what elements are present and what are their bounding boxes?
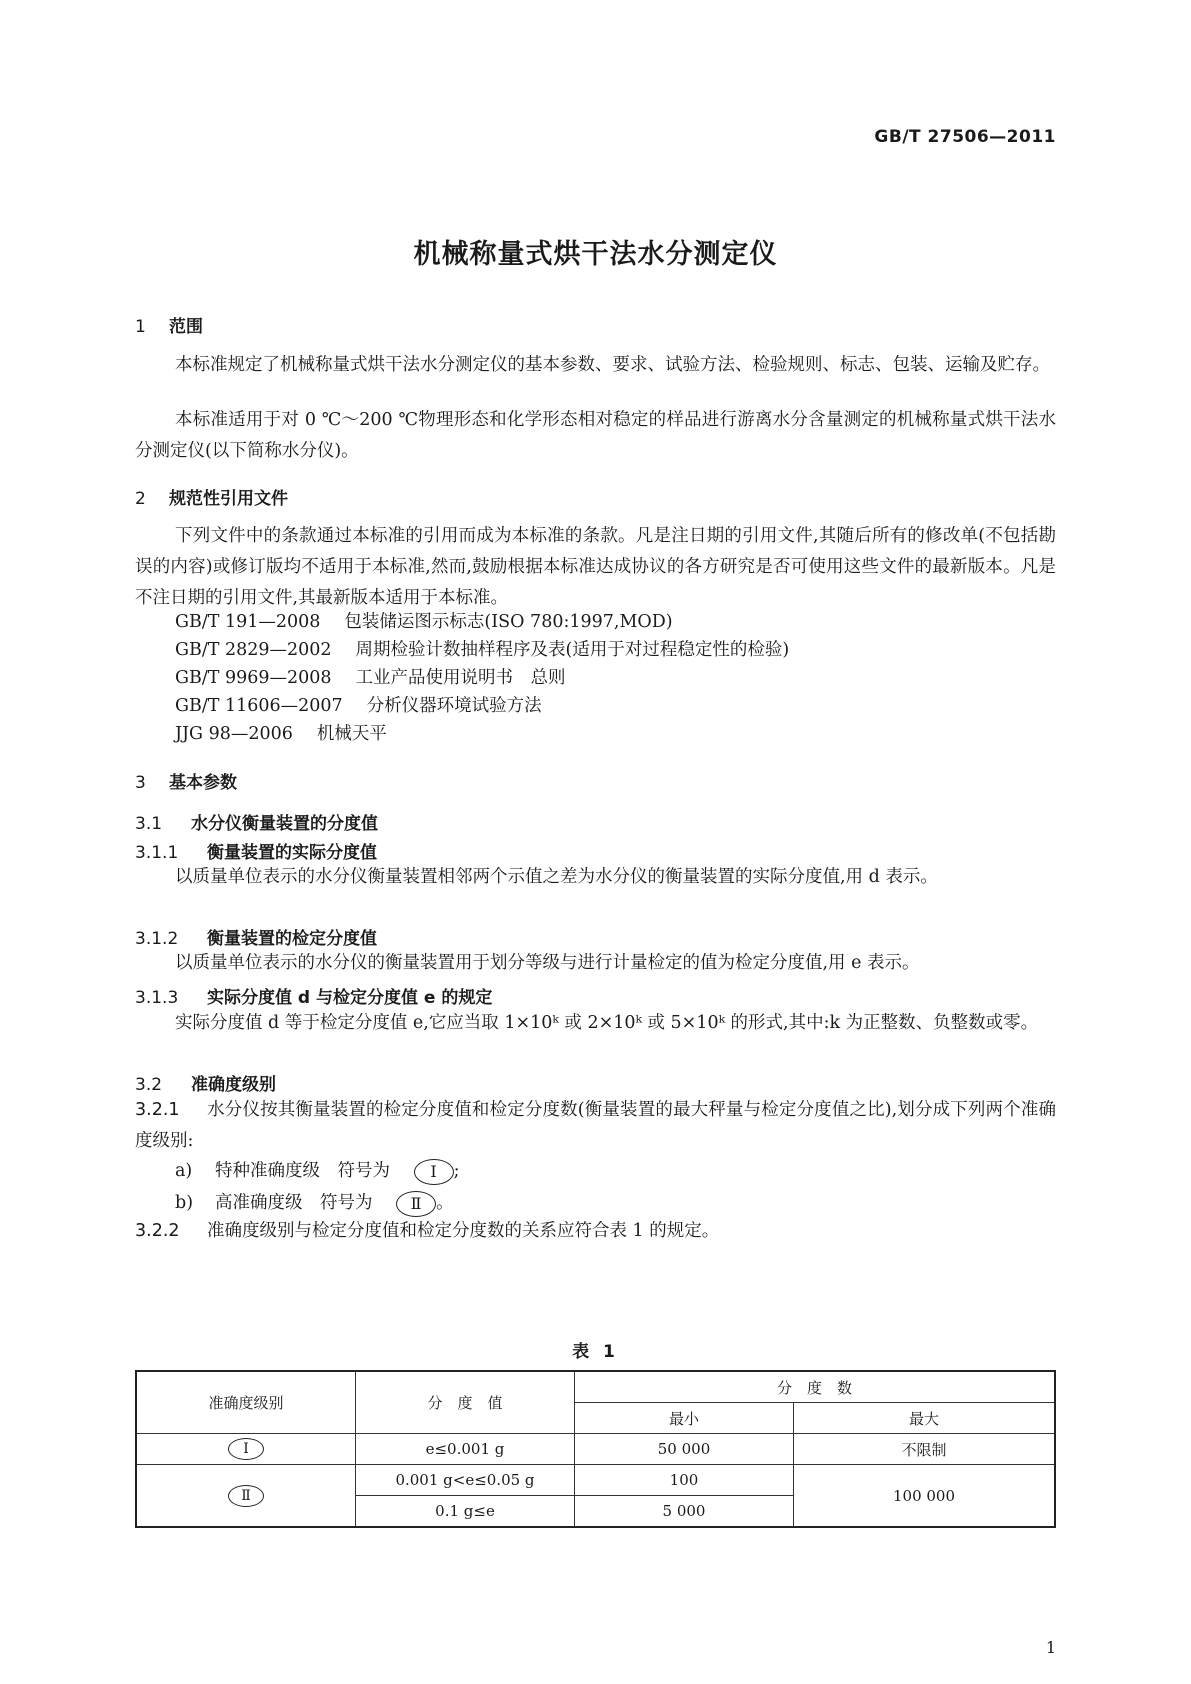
section-number: 3.1.3: [135, 988, 179, 1008]
value-cell: 0.1 g≤e: [356, 1496, 575, 1528]
grade-symbol-circle: [228, 1485, 264, 1507]
section-title: 规范性引用文件: [169, 489, 288, 509]
item-label: b): [175, 1193, 194, 1213]
section-number: 3.1.2: [135, 929, 179, 949]
table-caption: 表 1: [572, 1342, 619, 1362]
section-title: 基本参数: [169, 773, 237, 793]
grade-symbol-circle: [228, 1438, 264, 1460]
grade-item: [175, 1189, 454, 1217]
section-3-2-heading: [135, 1070, 276, 1095]
table-row: [136, 1434, 1055, 1465]
item-text: 高准确度级 符号为: [215, 1193, 373, 1213]
reference-code: GB/T 191—2008: [175, 612, 321, 632]
section-3-1-2-heading: [135, 924, 377, 949]
section-2-paragraph: 下列文件中的条款通过本标准的引用而成为本标准的条款。凡是注日期的引用文件,其随后所有的修改单(不包括勘误的内容)或修订版均不适用于本标准,然而,鼓励根据本标准达成协议的各方研究是否可使用这些文件的最新版本。凡是不注日期的引用文件,其最新版本适用于本标准。: [135, 526, 1056, 608]
reference-title: 工业产品使用说明书 总则: [355, 668, 566, 688]
header-count: 分 度 数: [575, 1371, 1056, 1403]
item-text: 特种准确度级 符号为: [215, 1161, 390, 1181]
section-3-1-1-heading: [135, 838, 377, 863]
grade-symbol-circle: [396, 1191, 436, 1217]
section-1-paragraph-2: 本标准适用于对 0 ℃～200 ℃物理形态和化学形态相对稳定的样品进行游离水分含量测定的机械称量式烘干法水分测定仪(以下简称水分仪)。: [135, 410, 1056, 461]
grade-symbol-circle: [414, 1159, 454, 1185]
standard-number: GB/T 27506—2011: [874, 127, 1056, 147]
page-number: 1: [1045, 1638, 1056, 1657]
section-title: 衡量装置的检定分度值: [207, 929, 377, 949]
item-label: a): [175, 1161, 193, 1181]
section-number: 3.2.2: [135, 1221, 180, 1241]
section-title: 水分仪衡量装置的分度值: [191, 814, 378, 834]
paragraph-text: 准确度级别与检定分度值和检定分度数的关系应符合表 1 的规定。: [207, 1221, 720, 1241]
table-row: [136, 1465, 1055, 1496]
reference-item: [175, 719, 387, 750]
section-3-1-2-paragraph: 以质量单位表示的水分仪的衡量装置用于划分等级与进行计量检定的值为检定分度值,用 e 表示。: [175, 953, 920, 973]
item-end: ;: [453, 1161, 460, 1181]
header-min: 最小: [575, 1403, 794, 1434]
section-3-heading: [135, 768, 237, 793]
section-number: 1: [135, 317, 146, 337]
table-1: [135, 1370, 1056, 1528]
header-value: 分 度 值: [356, 1371, 575, 1434]
document-title: 机械称量式烘干法水分测定仪: [413, 239, 778, 270]
section-2-heading: [135, 484, 288, 509]
grade-cell: [136, 1465, 356, 1528]
section-number: 2: [135, 489, 146, 509]
reference-code: GB/T 9969—2008: [175, 668, 332, 688]
section-title: 实际分度值 d 与检定分度值 e 的规定: [207, 988, 493, 1008]
header-grade: 准确度级别: [136, 1371, 356, 1434]
min-cell: 50 000: [575, 1434, 794, 1465]
section-number: 3: [135, 773, 146, 793]
min-cell: 5 000: [575, 1496, 794, 1528]
grade-item: [175, 1157, 459, 1185]
reference-code: GB/T 2829—2002: [175, 640, 332, 660]
section-1-paragraph-1: 本标准规定了机械称量式烘干法水分测定仪的基本参数、要求、试验方法、检验规则、标志、包装、运输及贮存。: [175, 355, 1050, 375]
section-title: 范围: [169, 317, 203, 337]
section-3-2-1-paragraph: [135, 1095, 1056, 1157]
section-number: 3.1: [135, 814, 163, 834]
grade-symbol: Ⅱ: [410, 1193, 422, 1213]
reference-title: 分析仪器环境试验方法: [366, 696, 542, 716]
reference-title: 机械天平: [316, 724, 387, 744]
grade-symbol: Ⅰ: [430, 1161, 437, 1181]
header-max: 最大: [794, 1403, 1056, 1434]
section-3-1-heading: [135, 809, 378, 834]
paragraph-text: 水分仪按其衡量装置的检定分度值和检定分度数(衡量装置的最大秤量与检定分度值之比),划分成下列两个准确度级别:: [135, 1100, 1056, 1151]
reference-code: JJG 98—2006: [175, 724, 293, 744]
section-title: 准确度级别: [191, 1075, 276, 1095]
section-3-2-2-paragraph: [135, 1216, 1056, 1247]
section-3-1-3-heading: [135, 983, 492, 1008]
reference-item: [175, 663, 566, 694]
value-cell: e≤0.001 g: [356, 1434, 575, 1465]
section-1-heading: [135, 312, 203, 337]
reference-item: [175, 635, 789, 666]
value-cell: 0.001 g<e≤0.05 g: [356, 1465, 575, 1496]
min-cell: 100: [575, 1465, 794, 1496]
max-cell: 不限制: [794, 1434, 1056, 1465]
grade-symbol: Ⅱ: [241, 1487, 251, 1504]
grade-cell: [136, 1434, 356, 1465]
section-3-1-1-paragraph: 以质量单位表示的水分仪衡量装置相邻两个示值之差为水分仪的衡量装置的实际分度值,用 d 表示。: [175, 867, 938, 887]
section-number: 3.2.1: [135, 1100, 180, 1120]
section-3-1-3-paragraph: 实际分度值 d 等于检定分度值 e,它应当取 1×10ᵏ 或 2×10ᵏ 或 5×10ᵏ 的形式,其中:k 为正整数、负整数或零。: [175, 1013, 1039, 1033]
reference-item: [175, 691, 542, 722]
item-end: 。: [436, 1193, 454, 1213]
reference-title: 包装储运图示标志(ISO 780:1997,MOD): [344, 612, 673, 632]
section-number: 3.1.1: [135, 843, 179, 863]
section-title: 衡量装置的实际分度值: [207, 843, 377, 863]
max-cell: 100 000: [794, 1465, 1056, 1528]
reference-code: GB/T 11606—2007: [175, 696, 343, 716]
section-number: 3.2: [135, 1075, 163, 1095]
grade-symbol: Ⅰ: [243, 1441, 249, 1457]
reference-title: 周期检验计数抽样程序及表(适用于对过程稳定性的检验): [355, 640, 790, 660]
reference-item: [175, 607, 673, 638]
